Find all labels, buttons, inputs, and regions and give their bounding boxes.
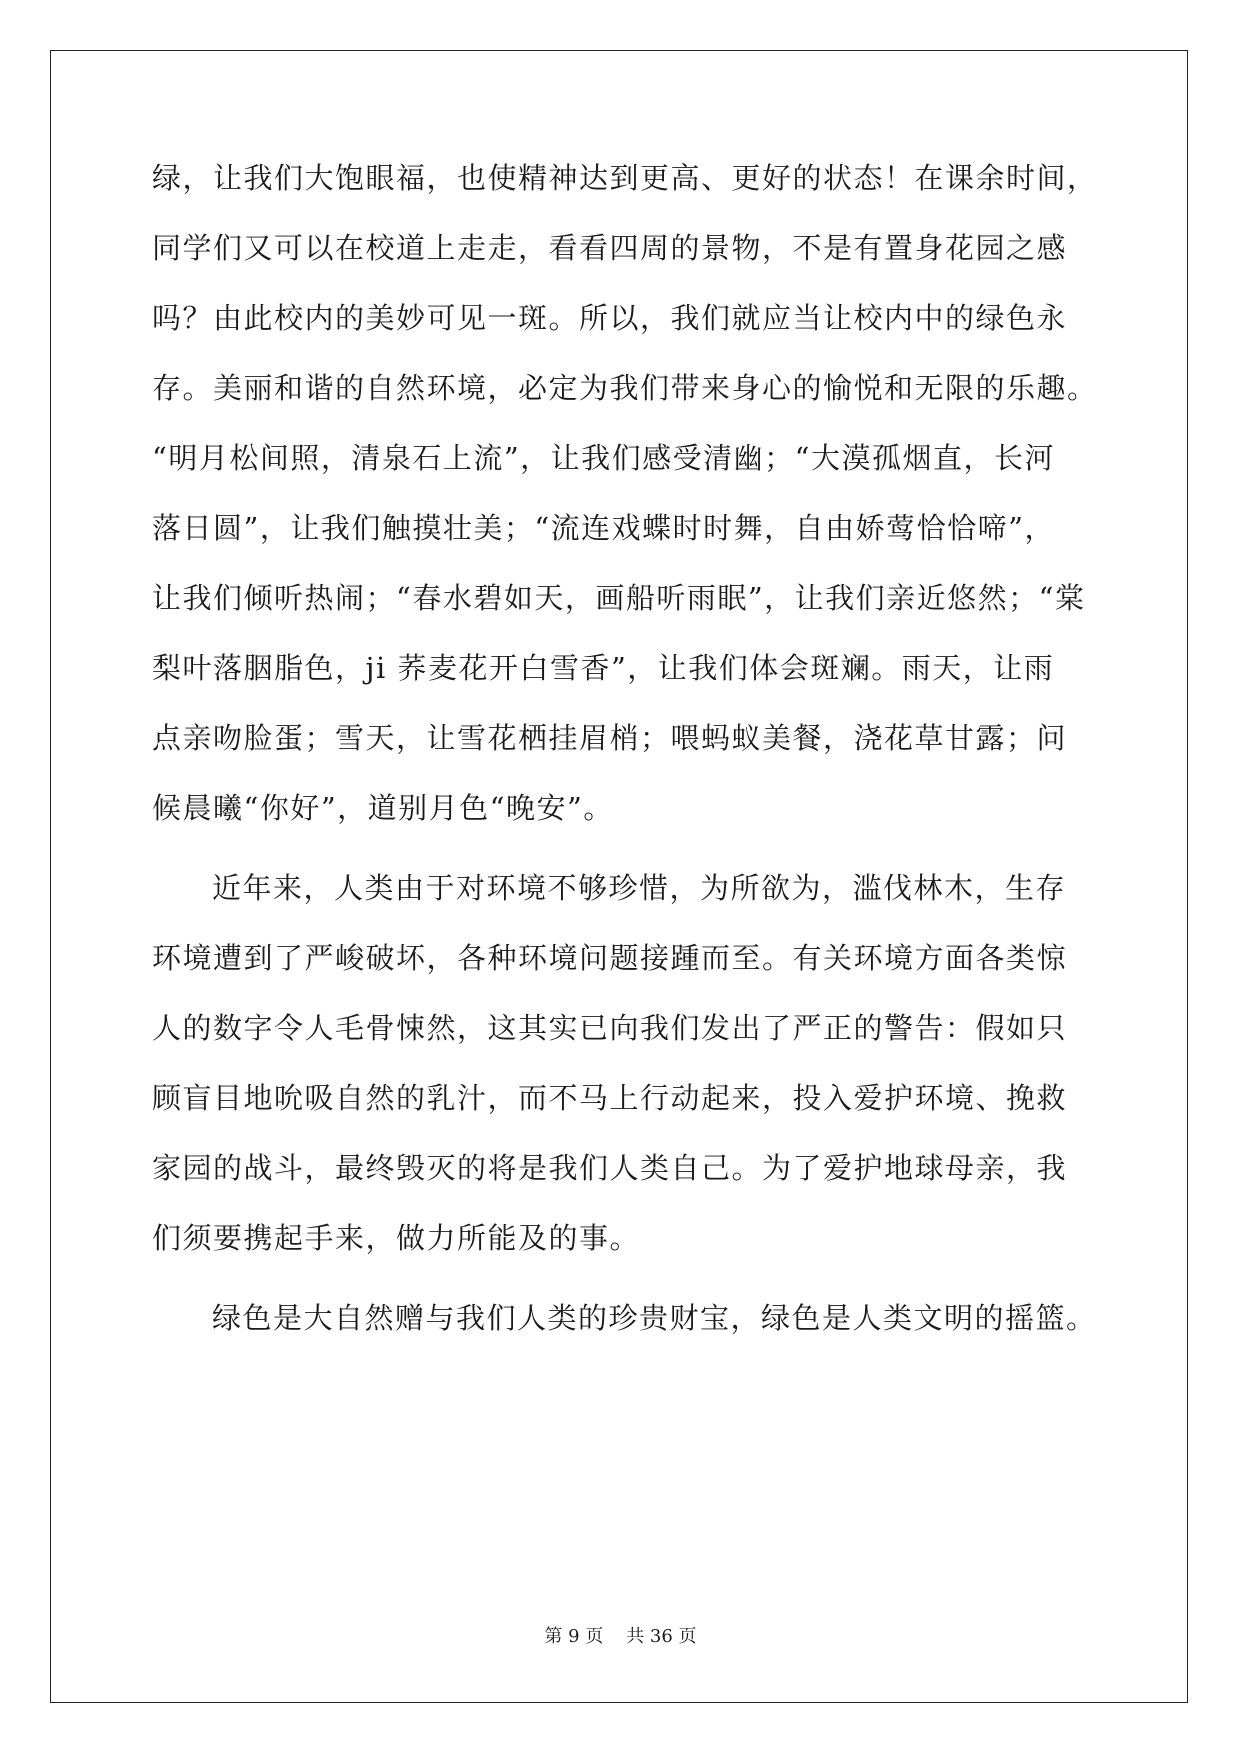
text-line-16: 们须要携起手来，做力所能及的事。 (152, 1221, 641, 1255)
text-line-17: 绿色是大自然赠与我们人类的珍贵财宝，绿色是人类文明的摇篮。 (212, 1301, 1097, 1335)
page-number: 第 9 页 共 36 页 (544, 1626, 697, 1647)
text-line-1: 绿，让我们大饱眼福，也使精神达到更高、更好的状态！在课余时间， (152, 161, 1098, 195)
text-line-13: 人的数字令人毛骨悚然，这其实已向我们发出了严正的警告：假如只 (152, 1011, 1068, 1045)
text-line-11: 近年来，人类由于对环境不够珍惜，为所欲为，滥伐林木，生存 (212, 871, 1067, 905)
text-line-14: 顾盲目地吮吸自然的乳汁，而不马上行动起来，投入爱护环境、挽救 (152, 1081, 1068, 1115)
text-line-4: 存。美丽和谐的自然环境，必定为我们带来身心的愉悦和无限的乐趣。 (152, 371, 1098, 405)
text-line-2: 同学们又可以在校道上走走，看看四周的景物，不是有置身花园之感 (152, 231, 1068, 265)
text-line-7: 让我们倾听热闹；“春水碧如天，画船听雨眠”，让我们亲近悠然；“棠 (152, 581, 1086, 615)
text-line-6: 落日圆”，让我们触摸壮美；“流连戏蝶时时舞，自由娇莺恰恰啼”， (152, 511, 1055, 545)
text-line-15: 家园的战斗，最终毁灭的将是我们人类自己。为了爱护地球母亲，我 (152, 1151, 1068, 1185)
text-line-9: 点亲吻脸蛋；雪天，让雪花栖挂眉梢；喂蚂蚁美餐，浇花草甘露；问 (152, 721, 1068, 755)
text-line-3: 吗？由此校内的美妙可见一斑。所以，我们就应当让校内中的绿色永 (152, 301, 1068, 335)
text-line-10: 候晨曦“你好”，道别月色“晚安”。 (152, 791, 614, 825)
text-line-8: 梨叶落胭脂色，ji 荞麦花开白雪香”，让我们体会斑斓。雨天，让雨 (152, 651, 1055, 685)
text-line-5: “明月松间照，清泉石上流”，让我们感受清幽；“大漠孤烟直，长河 (152, 441, 1055, 475)
text-line-12: 环境遭到了严峻破坏，各种环境问题接踵而至。有关环境方面各类惊 (152, 941, 1068, 975)
